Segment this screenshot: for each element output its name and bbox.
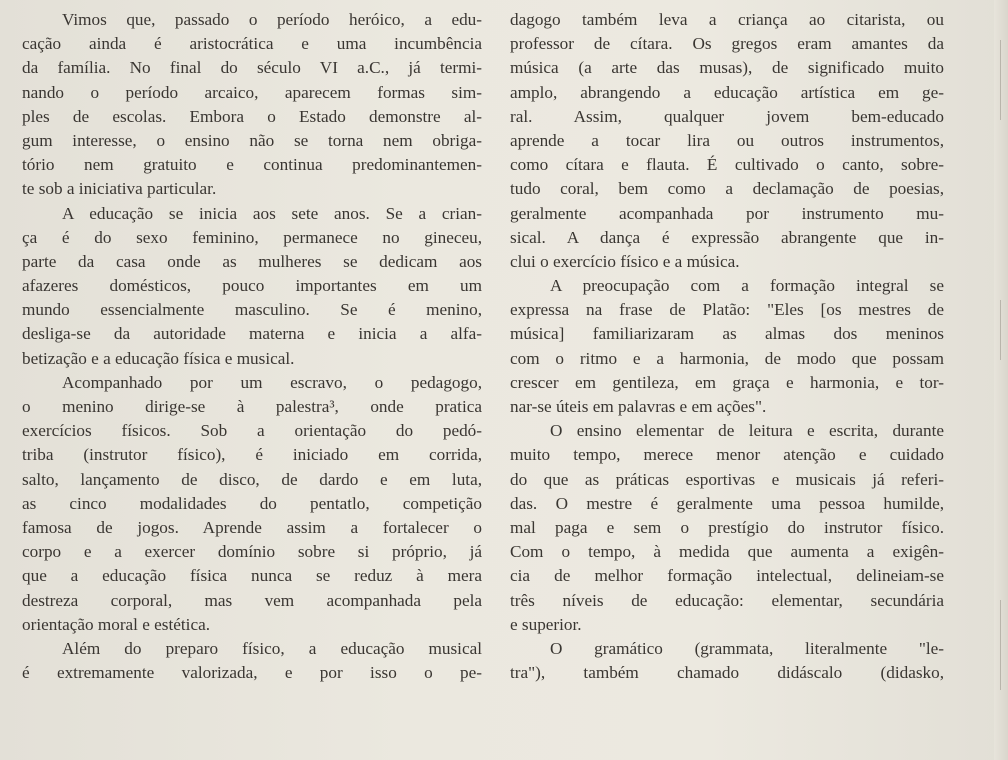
text-line: expressa na frase de Platão: "Eles [os mestres de <box>510 300 944 320</box>
text-line: corpo e a exercer domínio sobre si próprio, já <box>22 542 482 562</box>
text-line: sical. A dança é expressão abrangente que in- <box>510 227 944 247</box>
text-line: como cítara e flauta. É cultivado o canto, sobre- <box>510 155 944 175</box>
text-line: aprende a tocar lira ou outros instrumentos, <box>510 130 944 150</box>
text-line: tudo coral, bem como a declamação de poesias, <box>510 179 944 199</box>
text-line: música (a arte das musas), de significado muito <box>510 58 944 78</box>
text-line: O ensino elementar de leitura e escrita, durante <box>550 421 944 441</box>
text-line: tra"), também chamado didáscalo (didasko, <box>510 663 944 683</box>
text-line: nar-se úteis em palavras e em ações". <box>510 397 767 416</box>
text-line: crescer em gentileza, em graça e harmonia, e tor- <box>510 372 944 392</box>
text-line: mal paga e sem o prestígio do instrutor físico. <box>510 517 944 537</box>
text-line: professor de cítara. Os gregos eram amantes da <box>510 34 944 54</box>
text-line: afazeres domésticos, pouco importantes em um <box>22 276 482 296</box>
text-line: triba (instrutor físico), é iniciado em corrida, <box>22 445 482 465</box>
text-line: Acompanhado por um escravo, o pedagogo, <box>62 372 482 392</box>
text-line: exercícios físicos. Sob a orientação do pedó- <box>22 421 482 441</box>
left-text-column <box>22 8 482 685</box>
text-line: amplo, abrangendo a educação artística em ge- <box>510 82 944 102</box>
text-line: geralmente acompanhada por instrumento mu- <box>510 203 944 223</box>
text-line: Além do preparo físico, a educação musical <box>62 638 482 658</box>
text-line: famosa de jogos. Aprende assim a fortalecer o <box>22 517 482 537</box>
text-line: tório nem gratuito e continua predominantemen- <box>22 155 482 175</box>
right-text-column <box>510 8 944 685</box>
text-line: das. O mestre é geralmente uma pessoa humilde, <box>510 493 944 513</box>
text-line: destreza corporal, mas vem acompanhada pela <box>22 590 482 610</box>
text-line: do que as práticas esportivas e musicais já referi- <box>510 469 944 489</box>
text-line: e superior. <box>510 614 582 634</box>
text-line: gum interesse, o ensino não se torna nem obriga- <box>22 130 482 150</box>
text-line: parte da casa onde as mulheres se dedicam aos <box>22 251 482 271</box>
text-line: nando o período arcaico, aparecem formas sim- <box>22 82 482 102</box>
text-line: ral. Assim, qualquer jovem bem-educado <box>510 106 944 126</box>
text-line: música] familiarizaram as almas dos meninos <box>510 324 944 344</box>
text-line: as cinco modalidades do pentatlo, competição <box>22 493 482 513</box>
text-line: clui o exercício físico e a música. <box>510 251 740 271</box>
text-line: ça é do sexo feminino, permanece no gineceu, <box>22 227 482 247</box>
text-line: Vimos que, passado o período heróico, a edu- <box>62 10 482 29</box>
text-line: mundo essencialmente masculino. Se é menino, <box>22 300 482 320</box>
text-line: com o ritmo e a harmonia, de modo que possam <box>510 348 944 368</box>
text-line: três níveis de educação: elementar, secundária <box>510 590 944 610</box>
text-line: desliga-se da autoridade materna e inicia a alfa- <box>22 324 482 344</box>
page-edge-line <box>1000 300 1001 360</box>
text-line: o menino dirige-se à palestra³, onde pratica <box>22 397 482 416</box>
page-edge-line <box>1000 600 1001 690</box>
text-line: betização e a educação física e musical. <box>22 348 295 368</box>
text-line: dagogo também leva a criança ao citarista, ou <box>510 10 944 29</box>
text-line: ples de escolas. Embora o Estado demonstre al- <box>22 106 482 126</box>
text-line: O gramático (grammata, literalmente "le- <box>550 638 944 658</box>
text-line: A preocupação com a formação integral se <box>550 276 944 296</box>
text-line: A educação se inicia aos sete anos. Se a crian- <box>62 203 482 223</box>
text-line: salto, lançamento de disco, de dardo e em luta, <box>22 469 482 489</box>
text-line: cia de melhor formação intelectual, delineiam-se <box>510 566 944 586</box>
text-line: muito tempo, merece menor atenção e cuidado <box>510 445 944 465</box>
text-line: orientação moral e estética. <box>22 614 211 634</box>
text-line: te sob a iniciativa particular. <box>22 179 217 199</box>
page-edge <box>994 0 1008 760</box>
page-edge-line <box>1000 40 1001 120</box>
text-line: que a educação física nunca se reduz à mera <box>22 566 482 586</box>
text-line: Com o tempo, à medida que aumenta a exigên- <box>510 542 944 562</box>
text-line: cação ainda é aristocrática e uma incumbência <box>22 34 482 54</box>
text-line: é extremamente valorizada, e por isso o pe- <box>22 663 482 683</box>
text-line: da família. No final do século VI a.C., já termi- <box>22 58 482 78</box>
